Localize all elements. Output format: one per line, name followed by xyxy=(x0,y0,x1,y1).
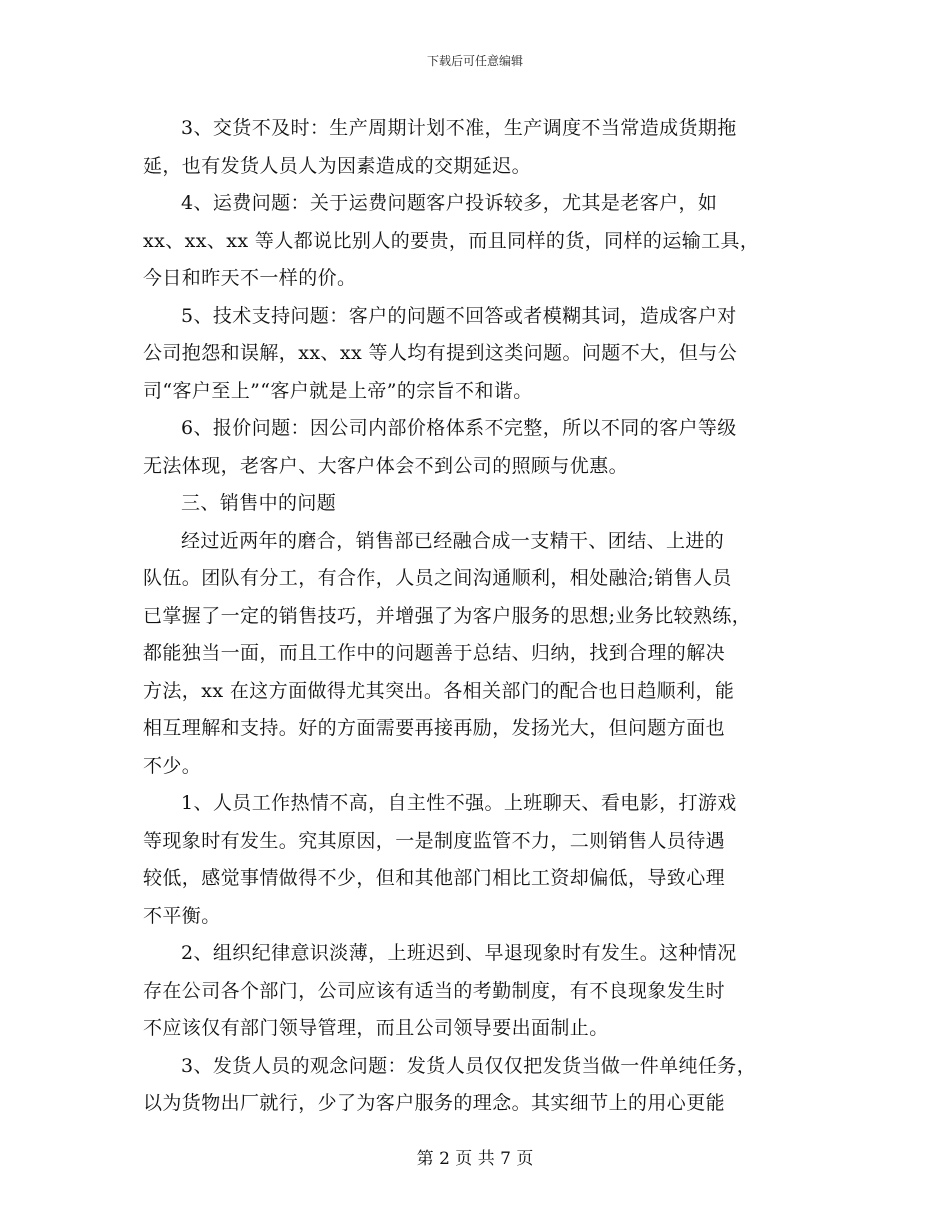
section-heading: 三、销售中的问题 xyxy=(181,492,337,514)
paragraph-line: 4、运费问题：关于运费问题客户投诉较多，尤其是老客户，如 xyxy=(181,192,718,214)
paragraph-line: 都能独当一面，而且工作中的问题善于总结、归纳，找到合理的解决 xyxy=(143,642,726,664)
paragraph-line: 较低，感觉事情做得不少，但和其他部门相比工资却偏低，导致心理 xyxy=(143,867,726,889)
paragraph-line: 存在公司各个部门，公司应该有适当的考勤制度，有不良现象发生时 xyxy=(143,979,726,1002)
paragraph-line: 1、人员工作热情不高，自主性不强。上班聊天、看电影，打游戏 xyxy=(181,792,737,814)
paragraph-line: 方法，xx 在这方面做得尤其突出。各相关部门的配合也日趋顺利，能 xyxy=(143,679,735,702)
paragraph-line: xx、xx、xx 等人都说比别人的要贵，而且同样的货，同样的运输工具， xyxy=(143,229,760,252)
paragraph-line: 公司抱怨和误解，xx、xx 等人均有提到这类问题。问题不大，但与公 xyxy=(143,342,738,364)
paragraph-line: 6、报价问题：因公司内部价格体系不完整，所以不同的客户等级 xyxy=(181,417,737,439)
paragraph-line: 相互理解和支持。好的方面需要再接再励，发扬光大，但问题方面也 xyxy=(143,717,726,739)
paragraph-line: 今日和昨天不一样的价。 xyxy=(143,267,357,289)
paragraph-line: 不少。 xyxy=(143,754,202,777)
paragraph-line: 队伍。团队有分工，有合作，人员之间沟通顺利，相处融洽;销售人员 xyxy=(143,567,732,589)
page-header: 下载后可任意编辑 xyxy=(426,54,523,68)
paragraph-line: 以为货物出厂就行，少了为客户服务的理念。其实细节上的用心更能 xyxy=(143,1092,726,1114)
paragraph-line: 延，也有发货人员人为因素造成的交期延迟。 xyxy=(143,154,532,177)
paragraph-line: 2、组织纪律意识淡薄，上班迟到、早退现象时有发生。这种情况 xyxy=(181,942,737,964)
paragraph-line: 不平衡。 xyxy=(143,904,221,927)
paragraph-line: 3、交货不及时：生产周期计划不准，生产调度不当常造成货期拖 xyxy=(181,117,737,139)
paragraph-line: 3、发货人员的观念问题：发货人员仅仅把发货当做一件单纯任务， xyxy=(181,1054,757,1077)
document-body xyxy=(143,110,813,1123)
paragraph-line: 无法体现，老客户、大客户体会不到公司的照顾与优惠。 xyxy=(143,454,629,477)
paragraph-line: 经过近两年的磨合，销售部已经融合成一支精干、团结、上进的 xyxy=(181,529,725,552)
paragraph-line: 5、技术支持问题：客户的问题不回答或者模糊其词，造成客户对 xyxy=(181,304,737,327)
paragraph-line: 已掌握了一定的销售技巧，并增强了为客户服务的思想;业务比较熟练， xyxy=(143,604,752,627)
page-number: 第 2 页 共 7 页 xyxy=(416,1149,534,1169)
paragraph-line: 不应该仅有部门领导管理，而且公司领导要出面制止。 xyxy=(143,1017,609,1039)
paragraph-line: 司“客户至上”“客户就是上帝”的宗旨不和谐。 xyxy=(143,379,533,402)
paragraph-line: 等现象时有发生。究其原因，一是制度监管不力，二则销售人员待遇 xyxy=(143,829,726,852)
